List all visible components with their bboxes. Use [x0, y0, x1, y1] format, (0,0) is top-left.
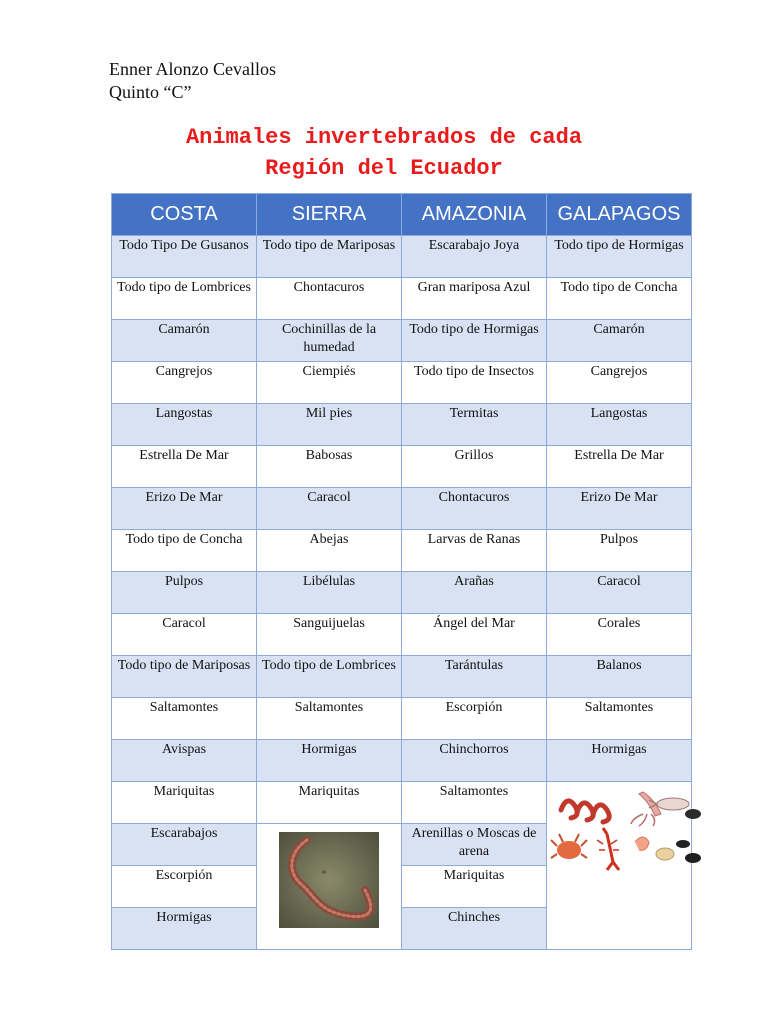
cell-sierra: Todo tipo de Mariposas — [257, 236, 402, 278]
author-block — [109, 58, 276, 104]
cell-amazonia: Chinchorros — [402, 740, 547, 782]
cell-galapagos: Corales — [547, 614, 692, 656]
cell-amazonia: Escarabajo Joya — [402, 236, 547, 278]
cell-amazonia: Mariquitas — [402, 866, 547, 908]
table-row — [112, 278, 692, 320]
sierra-image-cell — [257, 824, 402, 950]
table-body — [112, 236, 692, 950]
table-row — [112, 446, 692, 488]
cell-sierra: Hormigas — [257, 740, 402, 782]
cell-amazonia: Tarántulas — [402, 656, 547, 698]
cell-costa: Estrella De Mar — [112, 446, 257, 488]
earthworm-photo — [279, 832, 379, 928]
cell-sierra: Saltamontes — [257, 698, 402, 740]
document-title — [0, 122, 768, 184]
cell-amazonia: Chontacuros — [402, 488, 547, 530]
table-header-row — [112, 194, 692, 236]
table-row — [112, 698, 692, 740]
cell-costa: Hormigas — [112, 908, 257, 950]
invertebrates-table — [111, 193, 692, 950]
cell-costa: Camarón — [112, 320, 257, 362]
cell-amazonia: Gran mariposa Azul — [402, 278, 547, 320]
table-row — [112, 362, 692, 404]
cell-sierra: Cochinillas de la humedad — [257, 320, 402, 362]
cell-galapagos: Cangrejos — [547, 362, 692, 404]
cell-amazonia: Todo tipo de Insectos — [402, 362, 547, 404]
column-header-galapagos: GALAPAGOS — [547, 194, 692, 236]
table-row — [112, 656, 692, 698]
cell-sierra: Babosas — [257, 446, 402, 488]
column-header-amazonia: AMAZONIA — [402, 194, 547, 236]
column-header-costa: COSTA — [112, 194, 257, 236]
cell-amazonia: Larvas de Ranas — [402, 530, 547, 572]
galapagos-image-cell — [547, 782, 692, 950]
cell-galapagos: Camarón — [547, 320, 692, 362]
cell-galapagos: Erizo De Mar — [547, 488, 692, 530]
cell-galapagos: Pulpos — [547, 530, 692, 572]
cell-amazonia: Escorpión — [402, 698, 547, 740]
cell-sierra: Mil pies — [257, 404, 402, 446]
cell-amazonia: Chinches — [402, 908, 547, 950]
cell-costa: Todo tipo de Lombrices — [112, 278, 257, 320]
cell-sierra: Caracol — [257, 488, 402, 530]
cell-costa: Avispas — [112, 740, 257, 782]
table-row — [112, 320, 692, 362]
cell-amazonia: Termitas — [402, 404, 547, 446]
cell-sierra: Mariquitas — [257, 782, 402, 824]
author-name: Enner Alonzo Cevallos — [109, 59, 276, 79]
cell-costa: Caracol — [112, 614, 257, 656]
cell-galapagos: Balanos — [547, 656, 692, 698]
cell-galapagos: Todo tipo de Concha — [547, 278, 692, 320]
cell-galapagos: Langostas — [547, 404, 692, 446]
cell-costa: Escorpión — [112, 866, 257, 908]
table-row — [112, 740, 692, 782]
cell-costa: Langostas — [112, 404, 257, 446]
table-row — [112, 614, 692, 656]
cell-sierra: Ciempiés — [257, 362, 402, 404]
cell-costa: Saltamontes — [112, 698, 257, 740]
table-row — [112, 782, 692, 824]
column-header-sierra: SIERRA — [257, 194, 402, 236]
sea-invertebrates-illustration — [547, 784, 707, 874]
cell-sierra: Chontacuros — [257, 278, 402, 320]
cell-sierra: Abejas — [257, 530, 402, 572]
cell-costa: Todo tipo de Concha — [112, 530, 257, 572]
cell-costa: Erizo De Mar — [112, 488, 257, 530]
cell-sierra: Libélulas — [257, 572, 402, 614]
cell-galapagos: Caracol — [547, 572, 692, 614]
cell-galapagos: Estrella De Mar — [547, 446, 692, 488]
cell-galapagos: Saltamontes — [547, 698, 692, 740]
cell-amazonia: Arañas — [402, 572, 547, 614]
cell-amazonia: Arenillas o Moscas de arena — [402, 824, 547, 866]
title-line-2: Región del Ecuador — [265, 156, 503, 181]
cell-amazonia: Todo tipo de Hormigas — [402, 320, 547, 362]
cell-costa: Todo tipo de Mariposas — [112, 656, 257, 698]
cell-costa: Pulpos — [112, 572, 257, 614]
cell-amazonia: Saltamontes — [402, 782, 547, 824]
cell-costa: Cangrejos — [112, 362, 257, 404]
cell-sierra: Todo tipo de Lombrices — [257, 656, 402, 698]
cell-galapagos: Todo tipo de Hormigas — [547, 236, 692, 278]
cell-costa: Todo Tipo De Gusanos — [112, 236, 257, 278]
cell-sierra: Sanguijuelas — [257, 614, 402, 656]
grade-label: Quinto “C” — [109, 82, 192, 102]
cell-costa: Mariquitas — [112, 782, 257, 824]
cell-amazonia: Ángel del Mar — [402, 614, 547, 656]
cell-galapagos: Hormigas — [547, 740, 692, 782]
table-row — [112, 530, 692, 572]
cell-amazonia: Grillos — [402, 446, 547, 488]
table-row — [112, 404, 692, 446]
cell-costa: Escarabajos — [112, 824, 257, 866]
table-row — [112, 572, 692, 614]
title-line-1: Animales invertebrados de cada — [185, 125, 583, 150]
table-row — [112, 236, 692, 278]
table-row — [112, 488, 692, 530]
